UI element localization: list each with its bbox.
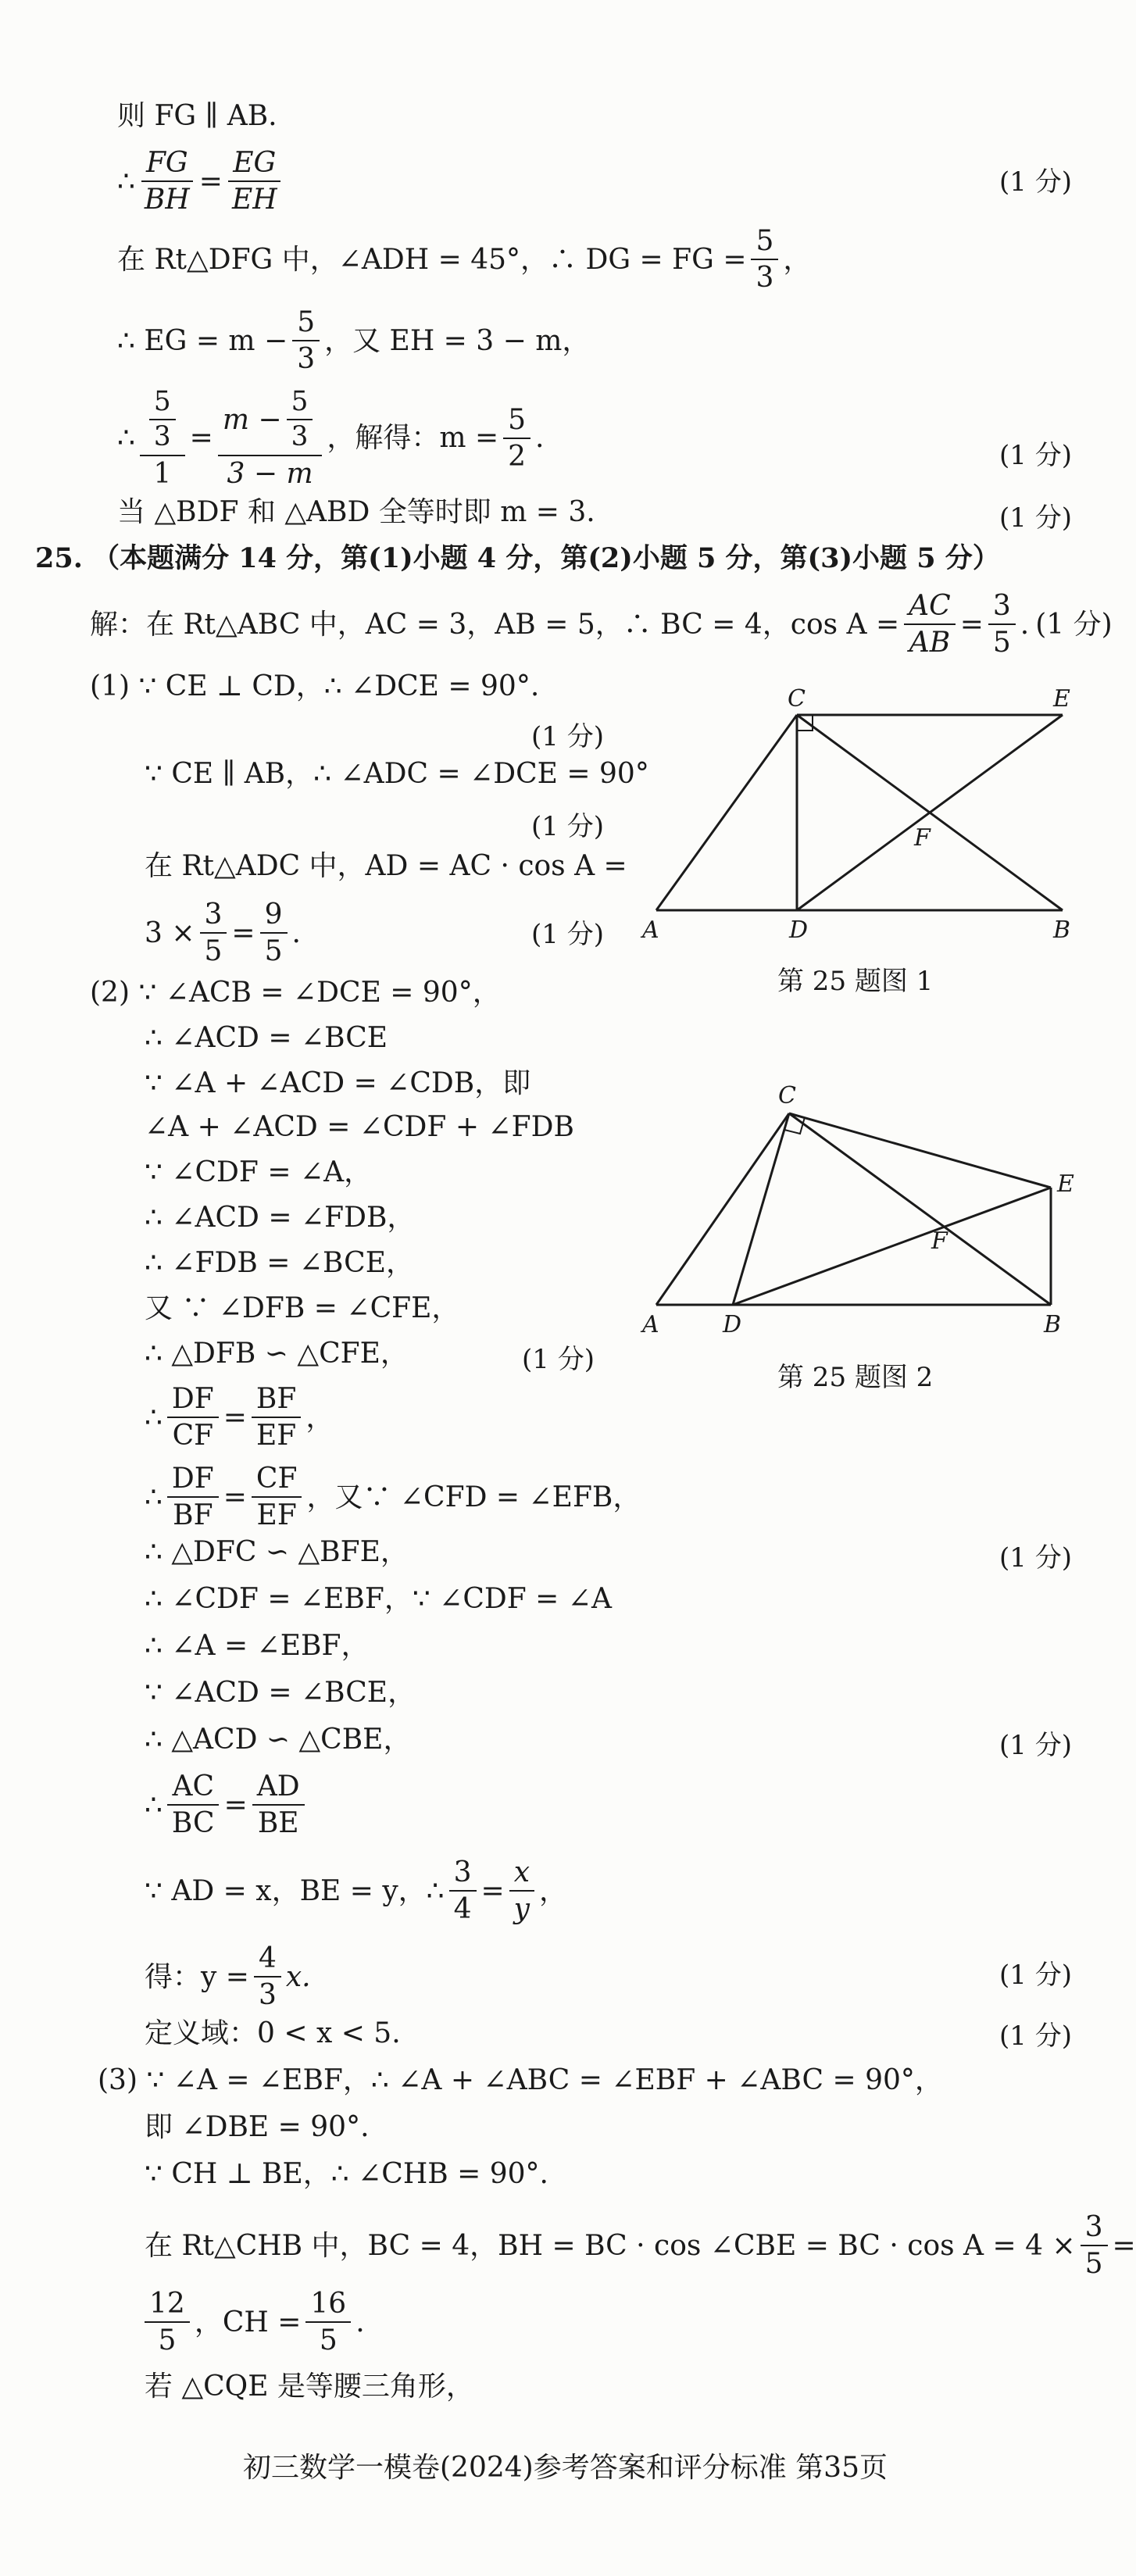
point-label-F: F — [914, 824, 931, 852]
text-line: ∴ ∠CDF = ∠EBF，∵ ∠CDF = ∠A — [145, 1583, 612, 1615]
point-label-A: A — [642, 916, 659, 944]
formula-line: 3 × $\frac{3}{5}$ = $\frac{9}{5}$ . — [145, 899, 301, 968]
text-line: ∵ CH ⊥ BE，∴ ∠CHB = 90°. — [145, 2158, 548, 2190]
figure-2-caption: 第 25 题图 2 — [777, 1362, 934, 1393]
point-label-D: D — [789, 916, 809, 944]
text-line: ∴ △DFC ∽ △BFE， — [145, 1536, 409, 1568]
figure-1 — [641, 680, 1078, 945]
score-mark: (1 分) — [999, 440, 1072, 471]
text-line: ∴ ∠ACD = ∠BCE — [145, 1022, 388, 1054]
segment-CD — [733, 1113, 789, 1305]
text-line: ∠A + ∠ACD = ∠CDF + ∠FDB — [145, 1111, 574, 1143]
text-line: ∴ ∠ACD = ∠FDB， — [145, 1202, 416, 1234]
text-line: 又 ∵ ∠DFB = ∠CFE， — [145, 1292, 460, 1324]
score-mark: (1 分) — [999, 1542, 1072, 1574]
segment-CB — [789, 1113, 1051, 1305]
point-label-C: C — [778, 1082, 796, 1109]
formula-line: 在 Rt△CHB 中，BC = 4，BH = BC · cos ∠CBE = BC · cos A = 4 × $\frac{3}{5}$ = — [145, 2211, 1136, 2281]
point-label-D: D — [723, 1311, 742, 1338]
score-mark: (1 分) — [531, 811, 604, 842]
score-mark: (1 分) — [999, 2020, 1072, 2052]
text-line: 即 ∠DBE = 90°. — [145, 2111, 370, 2143]
formula-line: $\frac{12}{5}$ ，CH = $\frac{16}{5}$ . — [145, 2288, 365, 2357]
score-mark: (1 分) — [1035, 608, 1113, 641]
figure-1-caption: 第 25 题图 1 — [777, 966, 934, 997]
formula-line: 得：y = $\frac{4}{3}$ x. — [145, 1942, 311, 2012]
text-line: 在 Rt△ADC 中，AD = AC · cos A = — [145, 850, 627, 882]
score-mark: (1 分) — [531, 721, 604, 752]
segment-CE — [789, 1113, 1051, 1188]
segment-AC — [656, 715, 797, 910]
point-label-C: C — [788, 685, 806, 713]
formula-line: ∴ $\frac{AC}{BC}$ = $\frac{AD}{BE}$ — [145, 1770, 309, 1840]
text-line: 若 △CQE 是等腰三角形， — [145, 2371, 474, 2403]
score-mark: (1 分) — [522, 1344, 595, 1375]
point-label-B: B — [1053, 916, 1071, 944]
formula-line: ∴ $\frac{DF}{BF}$ = $\frac{CF}{EF}$ ，又∵ ∠CFD = ∠EFB， — [145, 1463, 641, 1532]
formula-line: ∵ AD = x，BE = y，∴ $\frac{3}{4}$ = $\frac{x}{y}$ ， — [145, 1856, 568, 1926]
segment-AC — [656, 1113, 789, 1305]
formula-line: ∴ $\frac{\frac{5}{3}}{1}$ = m − $\frac{5}{3}$ 3 − m ，解得：m = $\frac{5}{2}$ . — [117, 386, 545, 490]
score-mark: (1 分) — [999, 502, 1072, 534]
point-label-E: E — [1057, 1170, 1074, 1198]
text-line: ∴ ∠FDB = ∠BCE， — [145, 1247, 414, 1279]
text-line: (2) ∵ ∠ACB = ∠DCE = 90°， — [90, 977, 501, 1009]
question-heading: 25. （本题满分 14 分，第(1)小题 4 分，第(2)小题 5 分，第(3)小题 5 分） — [35, 542, 1000, 574]
text-line: 则 FG ∥ AB. — [117, 100, 277, 132]
point-label-B: B — [1044, 1311, 1062, 1338]
text-line: ∵ ∠CDF = ∠A， — [145, 1156, 373, 1188]
score-mark: (1 分) — [999, 166, 1072, 198]
score-mark: (1 分) — [999, 1730, 1072, 1761]
text-line: ∴ △DFB ∽ △CFE， — [145, 1338, 409, 1370]
formula-line: ∴ EG = m − $\frac{5}{3}$ ，又 EH = 3 − m， — [117, 306, 591, 376]
figure-2 — [641, 1078, 1078, 1336]
text-line: (1) ∵ CE ⊥ CD，∴ ∠DCE = 90°. — [90, 670, 540, 702]
point-label-A: A — [642, 1311, 659, 1338]
segment-DE — [733, 1188, 1051, 1305]
text-line: ∵ ∠A + ∠ACD = ∠CDB，即 — [145, 1067, 531, 1099]
text-line: (3) ∵ ∠A = ∠EBF，∴ ∠A + ∠ABC = ∠EBF + ∠ABC = 90°， — [98, 2064, 943, 2096]
text-line: ∵ ∠ACD = ∠BCE， — [145, 1677, 416, 1709]
point-label-F: F — [931, 1227, 948, 1255]
score-mark: (1 分) — [531, 919, 604, 950]
formula-line: 解：在 Rt△ABC 中，AC = 3，AB = 5，∴ BC = 4，cos A = $\frac{AC}{AB}$ = $\frac{3}{5}$ . (1 分) — [90, 590, 1113, 659]
text-line: ∴ ∠A = ∠EBF， — [145, 1630, 370, 1662]
score-mark: (1 分) — [999, 1960, 1072, 1991]
text-line: ∵ CE ∥ AB，∴ ∠ADC = ∠DCE = 90° — [145, 758, 649, 790]
formula-line: ∴ $\frac{FG}{BH}$ = $\frac{EG}{EH}$ — [117, 147, 287, 216]
text-line: 当 △BDF 和 △ABD 全等时即 m = 3. — [117, 496, 595, 528]
text-line: 定义域：0 < x < 5. — [145, 2017, 401, 2049]
text-line: ∴ △ACD ∽ △CBE， — [145, 1724, 412, 1756]
formula-line: 在 Rt△DFG 中，∠ADH = 45°，∴ DG = FG = $\frac{5}{3}$ ， — [117, 225, 812, 295]
point-label-E: E — [1053, 685, 1070, 713]
formula-line: ∴ $\frac{DF}{CF}$ = $\frac{BF}{EF}$ ， — [145, 1383, 334, 1452]
page-footer: 初三数学一模卷(2024)参考答案和评分标准 第35页 — [243, 2452, 888, 2484]
